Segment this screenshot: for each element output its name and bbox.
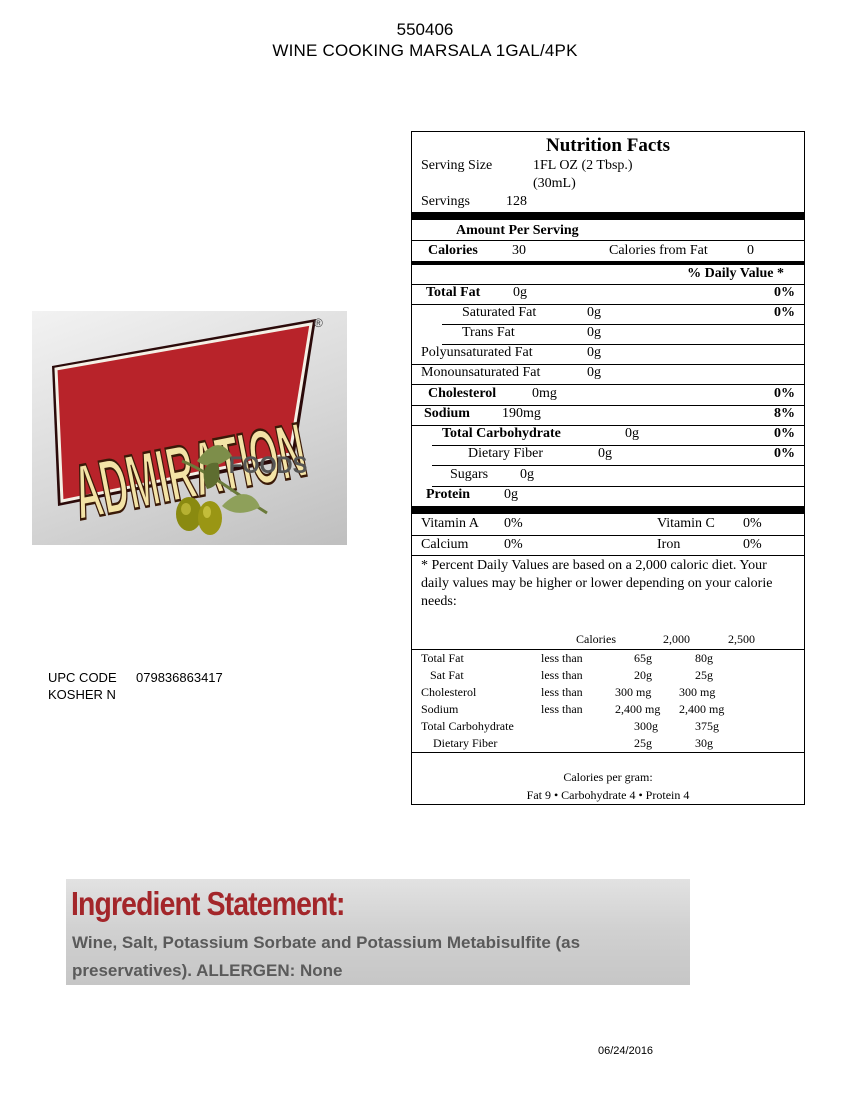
reference-value-2000: 2,400 mg [615,702,661,716]
nutrient-label: Dietary Fiber [468,446,544,461]
reference-label: Sodium [421,702,459,716]
reference-label: Sat Fat [430,668,464,682]
nutrient-label: Sodium [424,406,470,421]
reference-value-2000: 300 mg [615,685,652,699]
ingredient-text: Wine, Salt, Potassium Sorbate and Potassium Metabisulfite (as preservatives). ALLERGEN: None [72,933,581,980]
calories-label: Calories [428,243,478,258]
reference-value-2500: 2,400 mg [679,702,725,716]
calories-from-fat-label: Calories from Fat [609,243,708,258]
divider [412,384,804,385]
reference-value-2000: 20g [634,668,652,682]
nutrient-label: Protein [426,487,471,502]
divider [432,486,804,487]
nutrient-label: Total Carbohydrate [442,426,561,441]
divider [412,535,804,536]
reference-value-2500: 25g [695,668,713,682]
reference-qualifier: less than [541,651,583,665]
thick-divider [412,212,804,220]
nutrient-label: Polyunsaturated Fat [421,345,533,360]
reference-label: Total Fat [421,651,464,665]
nutrient-label: Trans Fat [462,325,515,340]
reference-value-2000: 300g [634,719,658,733]
reference-qualifier: less than [541,702,583,716]
vitamin-c-value: 0% [743,516,762,531]
divider [432,465,804,466]
serving-size-label: Serving Size [421,158,493,173]
reference-qualifier: less than [541,685,583,699]
reference-calories-2000: 2,000 [663,632,690,646]
nutrient-amount: 0g [513,285,527,300]
servings-label: Servings [421,194,470,209]
product-code: 550406 [396,20,454,39]
nutrient-amount: 190mg [502,406,541,421]
divider [412,752,804,753]
nutrient-amount: 0g [520,467,534,482]
calories-value: 30 [512,243,526,258]
serving-size-metric: (30mL) [533,176,576,191]
reference-label: Total Carbohydrate [421,719,514,733]
product-title: WINE COOKING MARSALA 1GAL/4PK [272,41,578,60]
nutrient-daily-value: 0% [774,285,795,300]
reference-label: Dietary Fiber [433,736,498,750]
ingredient-statement [66,879,690,985]
nutrient-daily-value: 0% [774,426,795,441]
admiration-foods-logo [32,311,347,545]
vitamin-a-label: Vitamin A [421,516,479,531]
nutrient-daily-value: 8% [774,406,795,421]
logo-subtitle-text: FOODS [228,451,308,479]
calcium-value: 0% [504,537,523,552]
nutrient-daily-value: 0% [774,305,795,320]
nutrient-label: Cholesterol [428,386,497,401]
nutrient-amount: 0mg [532,386,557,401]
reference-label: Cholesterol [421,685,477,699]
divider [412,240,804,241]
reference-value-2000: 65g [634,651,652,665]
amount-per-serving: Amount Per Serving [456,223,579,238]
serving-size-value: 1FL OZ (2 Tbsp.) [533,158,633,173]
divider [412,649,804,650]
kosher-label: KOSHER N [48,687,116,702]
daily-value-footnote: * Percent Daily Values are based on a 2,000 caloric diet. Your daily values may be higher or lower depending on your calorie needs: [421,558,773,609]
calcium-label: Calcium [421,537,469,552]
upc-label: UPC CODE [48,670,117,685]
document-date: 06/24/2016 [598,1045,654,1057]
thick-divider [412,506,804,514]
reference-value-2500: 80g [695,651,713,665]
nutrient-amount: 0g [598,446,612,461]
nutrition-title: Nutrition Facts [545,135,670,156]
nutrient-amount: 0g [587,305,601,320]
vitamin-a-value: 0% [504,516,523,531]
nutrient-label: Saturated Fat [462,305,537,320]
reference-value-2000: 25g [634,736,652,750]
reference-value-2500: 300 mg [679,685,716,699]
calories-per-gram-values: Fat 9 • Carbohydrate 4 • Protein 4 [526,788,690,802]
nutrient-amount: 0g [587,325,601,340]
iron-label: Iron [657,537,681,552]
upc-value: 079836863417 [136,670,223,685]
nutrient-amount: 0g [504,487,518,502]
calories-from-fat-value: 0 [747,243,754,258]
reference-value-2500: 30g [695,736,713,750]
divider [412,261,804,265]
calories-per-gram-label: Calories per gram: [563,770,653,784]
nutrient-daily-value: 0% [774,386,795,401]
reference-calories-label: Calories [576,632,616,646]
reference-value-2500: 375g [695,719,719,733]
nutrient-label: Monounsaturated Fat [421,365,541,380]
iron-value: 0% [743,537,762,552]
daily-value-header: % Daily Value * [687,266,784,281]
servings-value: 128 [506,194,527,209]
vitamin-c-label: Vitamin C [657,516,715,531]
logo-registered-mark: ® [314,316,323,330]
nutrient-label: Total Fat [426,285,481,300]
nutrient-daily-value: 0% [774,446,795,461]
divider [412,405,804,406]
nutrient-amount: 0g [587,365,601,380]
divider [412,555,804,556]
nutrient-label: Sugars [450,467,489,482]
reference-calories-2500: 2,500 [728,632,755,646]
reference-qualifier: less than [541,668,583,682]
nutrient-amount: 0g [587,345,601,360]
nutrition-facts-panel [411,131,805,805]
upc-block [48,669,223,703]
ingredient-heading: Ingredient Statement: [71,885,345,922]
nutrient-amount: 0g [625,426,639,441]
